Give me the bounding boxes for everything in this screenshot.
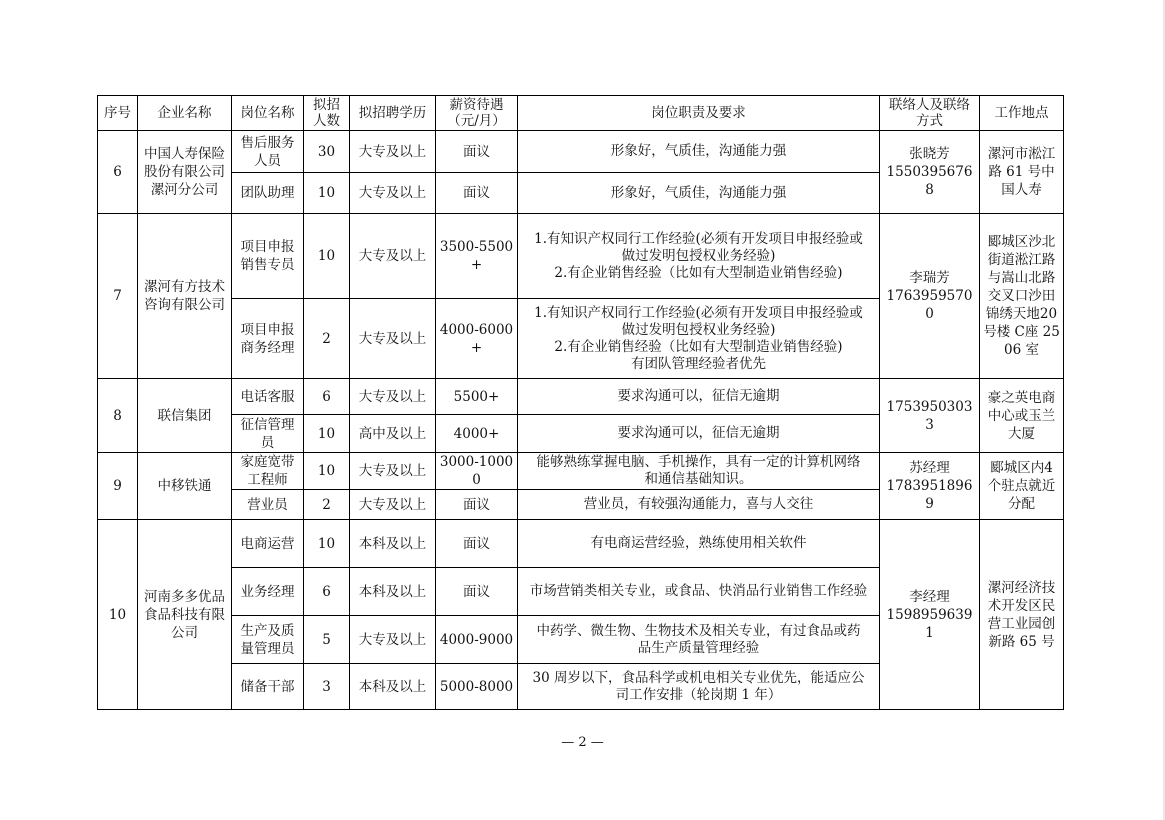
contact-phone: 15503956768 — [886, 164, 973, 198]
header-row — [98, 96, 1064, 131]
position-count: 10 — [304, 214, 350, 299]
duty-lines — [521, 583, 876, 600]
duty-line: 和通信基础知识。 — [644, 471, 753, 487]
position-duties — [518, 131, 880, 173]
position-education: 大专及以上 — [350, 299, 436, 379]
header-duties: 岗位职责及要求 — [518, 96, 880, 131]
company-name: 河南多多优品食品科技有限公司 — [138, 520, 232, 710]
page-number: — 2 — — [561, 735, 604, 750]
position-salary: 面议 — [436, 568, 518, 616]
position-education: 大专及以上 — [350, 490, 436, 520]
position-count: 3 — [304, 664, 350, 710]
row-index: 7 — [98, 214, 138, 379]
duty-line: 1.有知识产权同行工作经验(必须有开发项目申报经验或 — [534, 304, 863, 321]
row-index: 10 — [98, 520, 138, 710]
header-position: 岗位名称 — [232, 96, 304, 131]
duty-line: 市场营销类相关专业，或食品、快消品行业销售工作经验 — [529, 583, 868, 599]
contact-cell — [880, 379, 980, 453]
duty-line: 能够熟练掌握电脑、手机操作，具有一定的计算机网络 — [536, 454, 861, 470]
duty-lines — [521, 388, 876, 405]
position-salary: 3500-5500+ — [436, 214, 518, 299]
duty-lines — [521, 143, 876, 160]
position-count: 6 — [304, 568, 350, 616]
position-education: 大专及以上 — [350, 616, 436, 664]
position-salary: 5000-8000 — [436, 664, 518, 710]
table-row — [98, 453, 1064, 490]
position-title: 业务经理 — [232, 568, 304, 616]
contact-phone: 15989596391 — [886, 606, 973, 641]
position-count: 30 — [304, 131, 350, 173]
duty-line: 中药学、微生物、生物技术及相关专业，有过食品或药 — [536, 622, 861, 639]
position-count: 10 — [304, 520, 350, 568]
position-salary: 4000+ — [436, 415, 518, 453]
company-name: 漯河有方技术咨询有限公司 — [138, 214, 232, 379]
position-count: 10 — [304, 173, 350, 214]
position-count: 10 — [304, 453, 350, 490]
position-education: 高中及以上 — [350, 415, 436, 453]
duty-line: 司工作安排（轮岗期 1 年） — [615, 686, 782, 703]
duty-line: 要求沟通可以，征信无逾期 — [617, 425, 780, 441]
position-duties — [518, 520, 880, 568]
duty-line: 品生产质量管理经验 — [637, 639, 760, 656]
position-title: 项目申报商务经理 — [232, 299, 304, 379]
contact-name: 张晓芳 — [909, 146, 950, 162]
position-salary: 3000-10000 — [436, 453, 518, 490]
contact-cell — [880, 520, 980, 710]
position-title: 团队助理 — [232, 173, 304, 214]
position-education: 大专及以上 — [350, 453, 436, 490]
table-row — [98, 131, 1064, 173]
duty-lines — [521, 185, 876, 202]
position-count: 2 — [304, 299, 350, 379]
contact-cell — [880, 453, 980, 520]
position-title: 征信管理员 — [232, 415, 304, 453]
position-education: 本科及以上 — [350, 664, 436, 710]
duty-line: 形象好，气质佳，沟通能力强 — [610, 143, 787, 159]
duty-line: 2.有企业销售经验（比如有大型制造业销售经验) — [554, 338, 843, 355]
position-title: 家庭宽带工程师 — [232, 453, 304, 490]
position-education: 大专及以上 — [350, 131, 436, 173]
job-table — [97, 95, 1064, 710]
position-salary: 面议 — [436, 131, 518, 173]
duty-lines — [521, 535, 876, 552]
contact-phone: 17539503033 — [886, 398, 973, 433]
duty-lines — [521, 670, 876, 704]
position-salary: 面议 — [436, 173, 518, 214]
duty-line: 做过发明包授权业务经验) — [621, 247, 776, 264]
table-row — [98, 379, 1064, 415]
position-education: 本科及以上 — [350, 520, 436, 568]
contact-phone: 17839518969 — [886, 478, 973, 512]
contact-cell — [880, 131, 980, 214]
position-duties — [518, 490, 880, 520]
position-count: 5 — [304, 616, 350, 664]
duty-line: 做过发明包授权业务经验) — [621, 321, 776, 338]
position-title: 生产及质量管理员 — [232, 616, 304, 664]
company-name: 中移铁通 — [138, 453, 232, 520]
position-duties — [518, 664, 880, 710]
position-education: 大专及以上 — [350, 379, 436, 415]
position-title: 储备干部 — [232, 664, 304, 710]
position-duties — [518, 299, 880, 379]
duty-line: 2.有企业销售经验（比如有大型制造业销售经验) — [554, 264, 843, 281]
position-duties — [518, 214, 880, 299]
header-index: 序号 — [98, 96, 138, 131]
position-title: 电话客服 — [232, 379, 304, 415]
row-index: 8 — [98, 379, 138, 453]
position-salary: 4000-9000 — [436, 616, 518, 664]
header-company: 企业名称 — [138, 96, 232, 131]
table-row — [98, 520, 1064, 568]
position-duties — [518, 173, 880, 214]
company-name: 联信集团 — [138, 379, 232, 453]
work-location: 豪之英电商中心或玉兰大厦 — [980, 379, 1064, 453]
work-location: 漯河经济技术开发区民营工业园创新路 65 号 — [980, 520, 1064, 710]
duty-line: 有电商运营经验，熟练使用相关软件 — [590, 535, 807, 551]
contact-name: 李经理 — [909, 588, 950, 605]
duty-line: 营业员，有较强沟通能力，喜与人交往 — [583, 496, 814, 512]
duty-lines — [521, 454, 876, 488]
position-education: 本科及以上 — [350, 568, 436, 616]
position-education: 大专及以上 — [350, 173, 436, 214]
contact-name: 苏经理 — [909, 460, 950, 476]
contact-name: 李瑞芳 — [909, 270, 950, 286]
position-title: 售后服务人员 — [232, 131, 304, 173]
company-name: 中国人寿保险股份有限公司漯河分公司 — [138, 131, 232, 214]
work-location: 漯河市淞江路 61 号中国人寿 — [980, 131, 1064, 214]
duty-line: 形象好，气质佳，沟通能力强 — [610, 184, 787, 201]
work-location: 郾城区内4 个驻点就近分配 — [980, 453, 1064, 520]
position-duties — [518, 616, 880, 664]
duty-line: 要求沟通可以，征信无逾期 — [617, 388, 780, 404]
position-title: 营业员 — [232, 490, 304, 520]
contact-cell — [880, 214, 980, 379]
position-salary: 面议 — [436, 520, 518, 568]
duty-line: 1.有知识产权同行工作经验(必须有开发项目申报经验或 — [534, 230, 863, 247]
table-row — [98, 214, 1064, 299]
position-title: 项目申报销售专员 — [232, 214, 304, 299]
duty-lines — [521, 496, 876, 513]
header-location: 工作地点 — [980, 96, 1064, 131]
position-duties — [518, 415, 880, 453]
position-salary: 面议 — [436, 490, 518, 520]
duty-lines — [521, 425, 876, 442]
duty-line: 有团队管理经验者优先 — [631, 355, 766, 372]
position-duties — [518, 453, 880, 490]
duty-lines — [521, 305, 876, 373]
position-education: 大专及以上 — [350, 214, 436, 299]
contact-phone: 17639595700 — [886, 288, 973, 322]
position-title: 电商运营 — [232, 520, 304, 568]
position-count: 6 — [304, 379, 350, 415]
duty-lines — [521, 623, 876, 657]
position-salary: 4000-6000+ — [436, 299, 518, 379]
header-education: 拟招聘学历 — [350, 96, 436, 131]
duty-lines — [521, 231, 876, 282]
header-contact: 联络人及联络方式 — [880, 96, 980, 131]
header-salary: 薪资待遇（元/月） — [436, 96, 518, 131]
position-count: 10 — [304, 415, 350, 453]
header-count: 拟招人数 — [304, 96, 350, 131]
work-location: 郾城区沙北街道淞江路与嵩山北路交叉口沙田锦绣天地20 号楼 C座 2506 室 — [980, 214, 1064, 379]
row-index: 6 — [98, 131, 138, 214]
position-salary: 5500+ — [436, 379, 518, 415]
duty-line: 30 周岁以下，食品科学或机电相关专业优先，能适应公 — [532, 669, 865, 686]
row-index: 9 — [98, 453, 138, 520]
position-duties — [518, 568, 880, 616]
position-count: 2 — [304, 490, 350, 520]
position-duties — [518, 379, 880, 415]
